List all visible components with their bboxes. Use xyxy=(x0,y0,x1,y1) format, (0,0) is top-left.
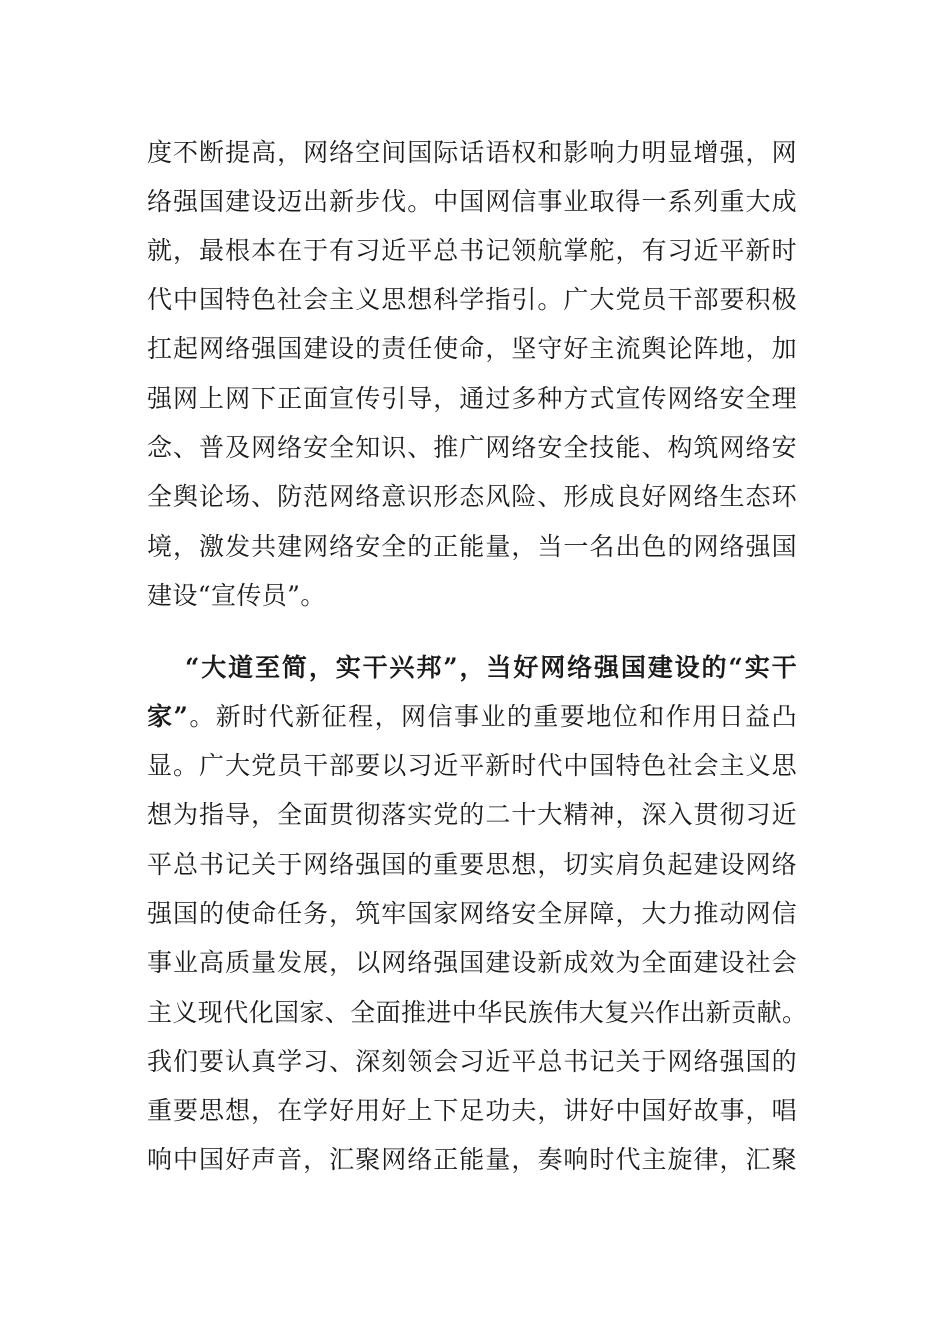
text-line: 平总书记关于网络强国的重要思想，切实肩负起建设网络 xyxy=(147,850,797,879)
text-line: 事业高质量发展，以网络强国建设新成效为全面建设社会 xyxy=(147,948,797,977)
text-line: 度不断提高，网络空间国际话语权和影响力明显增强，网 xyxy=(147,138,797,167)
text-line: 显。广大党员干部要以习近平新时代中国特色社会主义思 xyxy=(147,751,797,780)
text-line: 重要思想，在学好用好上下足功夫，讲好中国好故事，唱 xyxy=(147,1096,797,1125)
text-line: 强国的使命任务，筑牢国家网络安全屏障，大力推动网信 xyxy=(147,899,797,928)
text-line: 扛起网络强国建设的责任使命，坚守好主流舆论阵地，加 xyxy=(147,334,797,363)
text-line: 念、普及网络安全知识、推广网络安全技能、构筑网络安 xyxy=(147,433,797,462)
text-line: 络强国建设迈出新步伐。中国网信事业取得一系列重大成 xyxy=(147,187,797,216)
text-line: 强网上网下正面宣传引导，通过多种方式宣传网络安全理 xyxy=(147,384,797,413)
text-line: 响中国好声音，汇聚网络正能量，奏响时代主旋律，汇聚 xyxy=(147,1145,797,1174)
text-line: 就，最根本在于有习近平总书记领航掌舵，有习近平新时 xyxy=(147,236,797,265)
text-line: 境，激发共建网络安全的正能量，当一名出色的网络强国 xyxy=(147,532,797,561)
heading-continuation: 家” xyxy=(147,702,189,731)
text-line: 想为指导，全面贯彻落实党的二十大精神，深入贯彻习近 xyxy=(147,800,797,829)
text-line: 代中国特色社会主义思想科学指引。广大党员干部要积极 xyxy=(147,285,797,314)
text-line: 主义现代化国家、全面推进中华民族伟大复兴作出新贡献。 xyxy=(147,998,808,1027)
text-run: 。新时代新征程，网信事业的重要地位和作用日益凸 xyxy=(188,702,797,731)
text-line xyxy=(147,692,797,742)
text-line: 全舆论场、防范网络意识形态风险、形成良好网络生态环 xyxy=(147,482,797,511)
text-line: 建设“宣传员”。 xyxy=(147,581,326,610)
text-line: 我们要认真学习、深刻领会习近平总书记关于网络强国的 xyxy=(147,1047,797,1076)
paragraph-heading: “大道至简，实干兴邦”，当好网络强国建设的“实干 xyxy=(185,653,797,682)
